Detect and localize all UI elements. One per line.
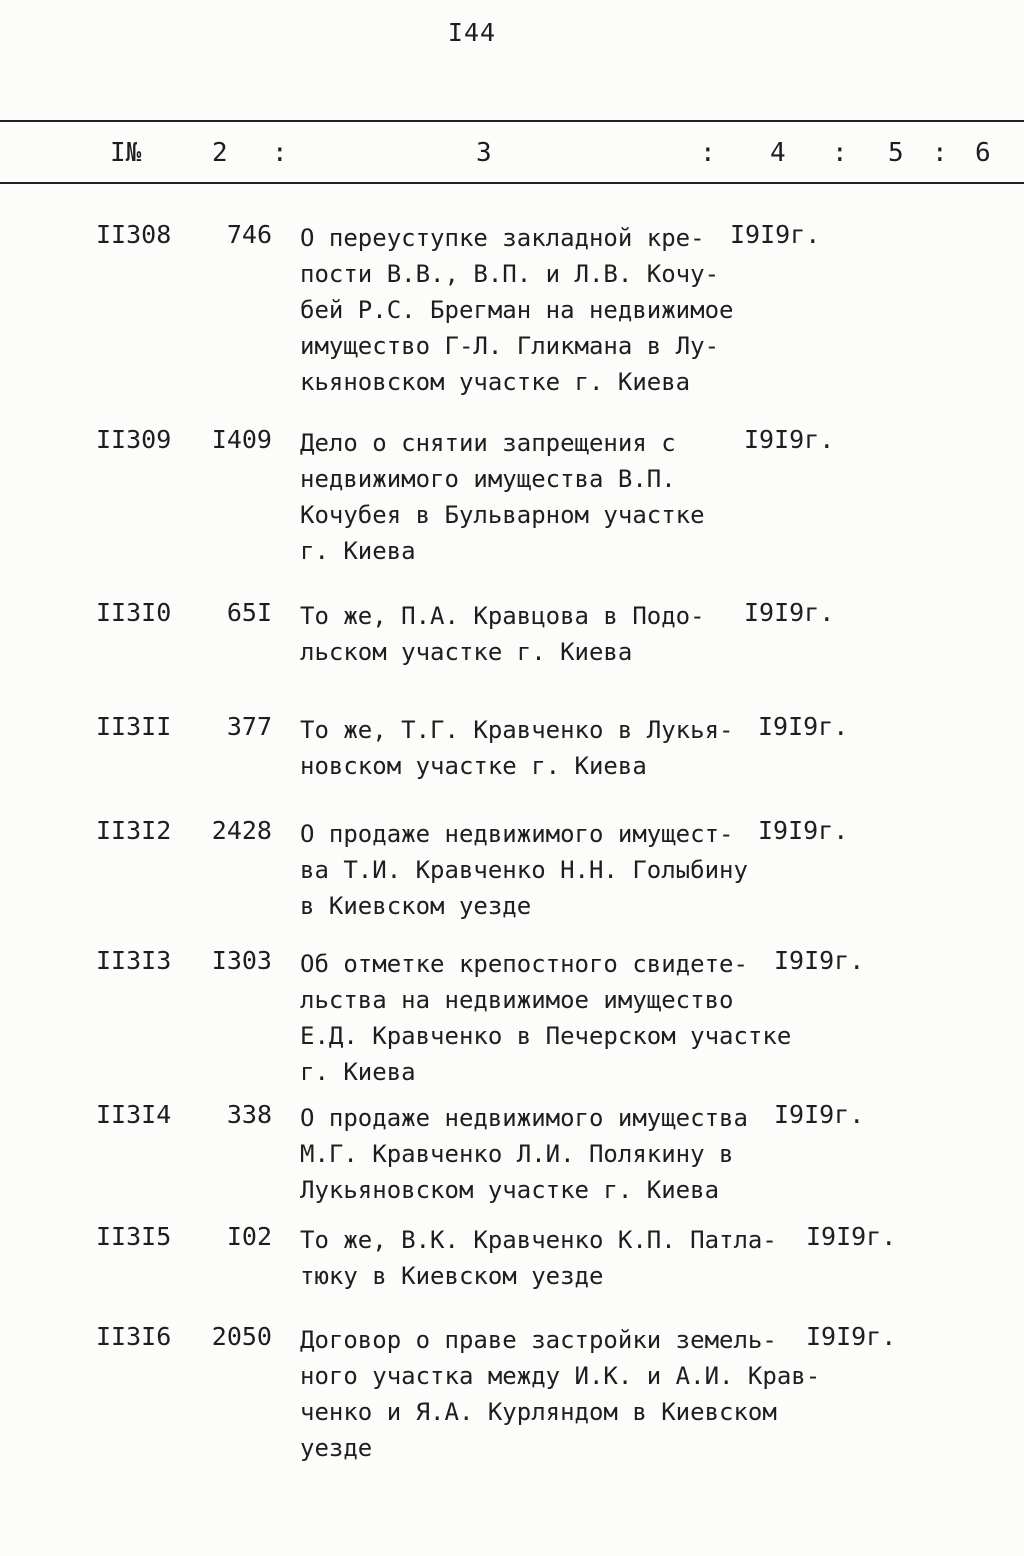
header-bottom-rule — [0, 182, 1024, 184]
record-description-line: М.Г. Кравченко Л.И. Полякину в — [300, 1140, 734, 1168]
record-case-number: 65I — [226, 598, 272, 627]
record-number: II309 — [96, 425, 172, 454]
column-separator: : — [932, 138, 948, 168]
column-separator: : — [700, 138, 716, 168]
record-description-line: То же, П.А. Кравцова в Подо- — [300, 602, 705, 630]
page-number: I44 — [447, 18, 497, 47]
record-description-line: То же, Т.Г. Кравченко в Лукья- — [300, 716, 734, 744]
record-description-line: уезде — [300, 1434, 373, 1462]
record-description-line: То же, В.К. Кравченко К.П. Патла- — [300, 1226, 777, 1254]
record-description-line: Лукьяновском участке г. Киева — [300, 1176, 720, 1204]
record-description-line: новском участке г. Киева — [300, 752, 647, 780]
record-year: I9I9г. — [730, 220, 821, 249]
record-description-line: недвижимого имущества В.П. — [300, 465, 676, 493]
record-year: I9I9г. — [806, 1322, 897, 1351]
record-description-line: пости В.В., В.П. и Л.В. Кочу- — [300, 260, 720, 288]
record-number: II3II — [96, 712, 172, 741]
record-case-number: 338 — [226, 1100, 272, 1129]
record-year: I9I9г. — [774, 946, 865, 975]
column-separator: : — [272, 138, 288, 168]
record-description-line: г. Киева — [300, 1058, 416, 1086]
column-separator: : — [832, 138, 848, 168]
column-header-1: I№ — [110, 138, 142, 168]
column-header-2: 2 — [212, 138, 228, 168]
record-number: II3I4 — [96, 1100, 172, 1129]
header-top-rule — [0, 120, 1024, 122]
record-entry — [0, 1222, 1024, 1294]
record-entry — [0, 425, 1024, 569]
record-number: II308 — [96, 220, 172, 249]
record-entry — [0, 816, 1024, 924]
record-case-number: 746 — [226, 220, 272, 249]
column-header — [0, 138, 1024, 172]
record-description-line: тюку в Киевском уезде — [300, 1262, 604, 1290]
record-year: I9I9г. — [758, 816, 849, 845]
record-number: II3I2 — [96, 816, 172, 845]
record-description-line: Кочубея в Бульварном участке — [300, 501, 705, 529]
record-description-line: Дело о снятии запрещения с — [300, 429, 676, 457]
record-description-line: г. Киева — [300, 537, 416, 565]
column-header-6: 6 — [975, 138, 991, 168]
column-header-3: 3 — [476, 138, 492, 168]
record-description-line: льства на недвижимое имущество — [300, 986, 734, 1014]
record-entry — [0, 220, 1024, 400]
record-case-number: I303 — [211, 946, 272, 975]
record-description-line: ного участка между И.К. и А.И. Крав- — [300, 1362, 821, 1390]
record-description-line: Об отметке крепостного свидете- — [300, 950, 748, 978]
record-number: II3I5 — [96, 1222, 172, 1251]
record-year: I9I9г. — [774, 1100, 865, 1129]
record-case-number: 2050 — [211, 1322, 272, 1351]
record-description-line: бей Р.С. Брегман на недвижимое — [300, 296, 734, 324]
record-description-line: О продаже недвижимого имущества — [300, 1104, 748, 1132]
record-case-number: 2428 — [211, 816, 272, 845]
record-description-line: ченко и Я.А. Курляндом в Киевском — [300, 1398, 777, 1426]
record-description-line: кьяновском участке г. Киева — [300, 368, 691, 396]
record-year: I9I9г. — [744, 598, 835, 627]
record-description-line: Договор о праве застройки земель- — [300, 1326, 777, 1354]
record-description-line: имущество Г-Л. Гликмана в Лу- — [300, 332, 720, 360]
record-description — [300, 1322, 860, 1466]
record-description — [300, 1222, 860, 1294]
record-year: I9I9г. — [806, 1222, 897, 1251]
record-description-line: в Киевском уезде — [300, 892, 532, 920]
record-description-line: ва Т.И. Кравченко Н.Н. Голыбину — [300, 856, 748, 884]
record-entry — [0, 712, 1024, 784]
record-number: II3I3 — [96, 946, 172, 975]
record-case-number: 377 — [226, 712, 272, 741]
record-case-number: I02 — [226, 1222, 272, 1251]
record-description-line: О переуступке закладной кре- — [300, 224, 705, 252]
record-entry — [0, 946, 1024, 1090]
column-header-4: 4 — [770, 138, 786, 168]
record-entry — [0, 1322, 1024, 1466]
record-case-number: I409 — [211, 425, 272, 454]
record-entry — [0, 1100, 1024, 1208]
record-year: I9I9г. — [758, 712, 849, 741]
record-entry — [0, 598, 1024, 670]
column-header-5: 5 — [888, 138, 904, 168]
record-number: II3I6 — [96, 1322, 172, 1351]
record-description-line: Е.Д. Кравченко в Печерском участке — [300, 1022, 792, 1050]
record-description-line: льском участке г. Киева — [300, 638, 633, 666]
record-description-line: О продаже недвижимого имущест- — [300, 820, 734, 848]
record-year: I9I9г. — [744, 425, 835, 454]
record-number: II3I0 — [96, 598, 172, 627]
